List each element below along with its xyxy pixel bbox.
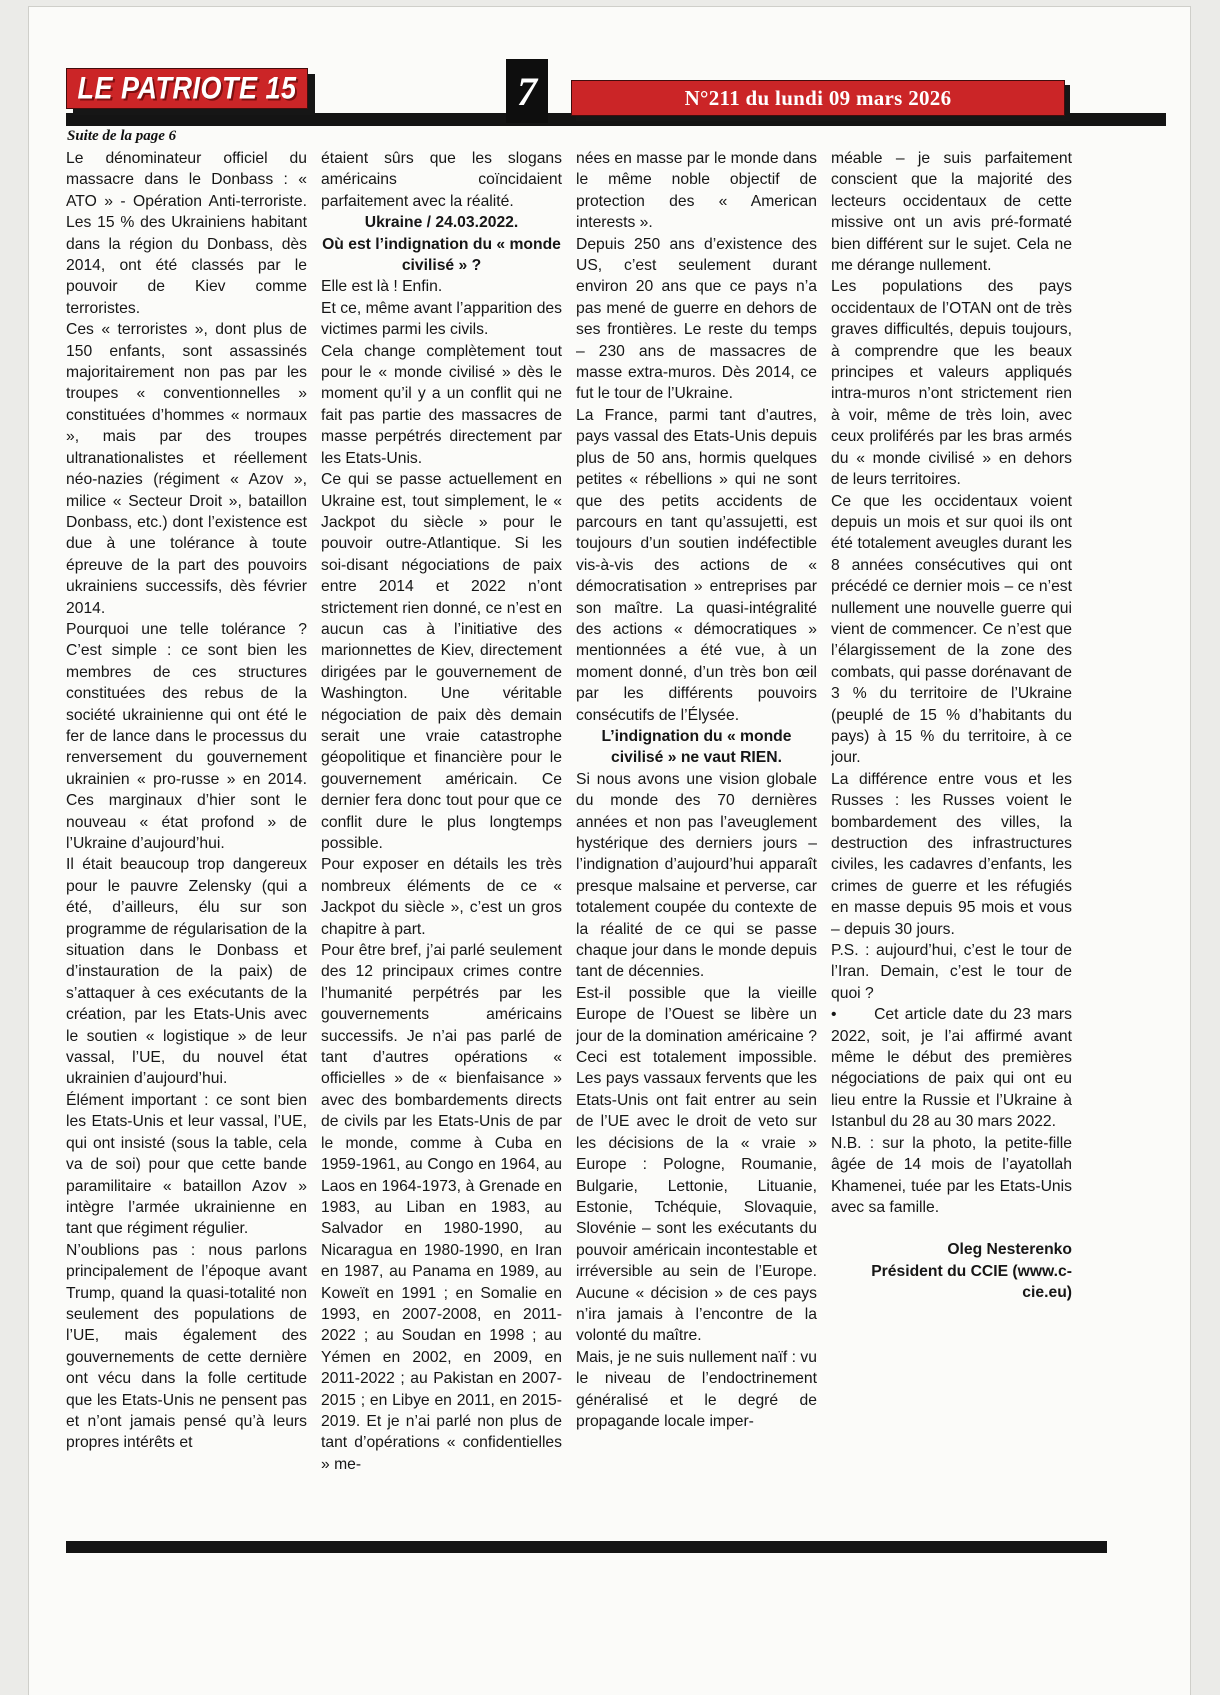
signature-title: Président du CCIE (www.c-cie.eu) [871, 1262, 1072, 1302]
paragraph: Ce que les occidentaux voient depuis un mois et sur quoi ils ont été totalement aveugles durant les 8 années consécutives qui ont précédé ce dernier mois – ce n’est nullement une nouvelle guerre qui vient de commencer. Ce n’est que l’élargissement de la zone des combats, qui passe dorénavant de 3 % du territoire de l’Ukraine (peuplé de 15 % d’habitants du pays) à 15 % du territoire, à ce jour. [831, 492, 1072, 767]
paragraph: La France, parmi tant d’autres, pays vassal des Etats-Unis depuis plus de 50 ans, hormis quelques petites « rébellions » qui ne sont que des petits accidents de parcours en tant qu’assujetti, est toujours d’un soutien indéfectible vis-à-vis des actions de « démocratisation » entreprises par son maître. La quasi-intégralité des actions « démocratiques » mentionnées a été vue, à un moment donné, d’un très bon œil par les différents pouvoirs consécutifs de l’Élysée. [576, 406, 817, 724]
section-heading: L’indignation du « monde civilisé » ne vaut RIEN. [601, 727, 792, 767]
masthead-banner [66, 68, 308, 109]
signature-name: Oleg Nesterenko [947, 1241, 1072, 1259]
paragraph: Les populations des pays occidentaux de l’OTAN ont de très graves difficultés, depuis toujours, à comprendre que les beaux principes et valeurs appliqués intra-muros n’ont strictement rien à voir, même de très loin, avec ceux proliférés par les bras armés du « monde civilisé » en dehors de leurs territoires. [831, 278, 1072, 489]
issue-label: N°211 du lundi 09 mars 2026 [684, 85, 952, 110]
paragraph: Cela change complètement tout pour le « monde civilisé » dès le moment qu’il y a un conflit qui ne fait pas partie des massacres de masse perpétrés directement par les Etats-Unis. [321, 342, 562, 467]
article-column-4 [831, 148, 1072, 1540]
article-column-3 [576, 148, 817, 1540]
paragraph: étaient sûrs que les slogans américains coïncidaient parfaitement avec la réalité. [321, 150, 562, 210]
paragraph: Pourquoi une telle tolérance ? C’est simple : ce sont bien les membres de ces structures constituées des rebus de la société ukrainienne qui ont été le fer de lance dans le processus du renversement du gouvernement ukrainien « pro-russe » en 2014. Ces marginaux d’hier sont le nouveau « état profond » de l’Ukraine d’aujourd’hui. [66, 620, 307, 852]
paragraph: Le dénominateur officiel du massacre dans le Donbass : « ATO » - Opération Anti-terroriste. Les 15 % des Ukrainiens habitant dans la région du Donbass, dès 2014, ont été classés par le pouvoir de Kiev comme terroristes. [66, 150, 307, 317]
paragraph: N’oublions pas : nous parlons principalement de l’époque avant Trump, quand la quasi-totalité non seulement des populations de l’UE, mais également des gouvernements de cette dernière ont vécu dans la folle certitude que les Etats-Unis ne pensent pas et n’ont jamais pensé qu’à leurs propres intérêts et [66, 1241, 307, 1452]
paragraph: Pour être bref, j’ai parlé seulement des 12 principaux crimes contre l’humanité perpétrés par les gouvernements américains successifs. Je n’ai pas parlé de tant d’autres opérations « officielles » de « bienfaisance » avec des bombardements directs de civils par les Etats-Unis de par le monde, comme à Cuba en 1959-1961, au Congo en 1964, au Laos en 1964-1973, à Grenade en 1983, au Liban en 1983, au Salvador en 1980-1990, au Nicaragua en 1980-1990, en Iran en 1987, au Panama en 1989, au Koweït en 1991 ; en Somalie en 1993, en 2007-2008, en 2011-2022 ; au Soudan en 1998 ; au Yémen en 2002, en 2009, en 2011-2022 ; au Pakistan en 2007-2015 ; en Libye en 2011, en 2015-2019. Et je n’ai parlé non plus de tant d’opérations « confidentielles » me- [321, 942, 562, 1473]
paragraph: La différence entre vous et les Russes : les Russes voient le bombardement des villes, la destruction des infrastructures civiles, les cadavres d’enfants, les crimes de guerre et les réfugiés en masse depuis 95 mois et vous – depuis 30 jours. [831, 770, 1072, 938]
section-heading: Où est l’indignation du « monde civilisé » ? [322, 235, 561, 275]
paragraph: Ces « terroristes », dont plus de 150 enfants, sont assassinés majoritairement non pas par les troupes « conventionnelles » constituées d’hommes « normaux », mais par des troupes ultranationalistes et réellement néo-nazies (régiment « Azov », milice « Secteur Droit », bataillon Donbass, etc.) dont l’existence est due à une tolérance à toute épreuve de la part des pouvoirs ukrainiens successifs, dès février 2014. [66, 321, 307, 617]
masthead-title: LE PATRIOTE 15 [77, 70, 297, 106]
continuation-note: Suite de la page 6 [67, 128, 177, 144]
paragraph: Mais, je ne suis nullement naïf : vu le niveau de l’endoctrinement généralisé et le degré de propagande locale imper- [576, 1348, 817, 1430]
paragraph: Si nous avons une vision globale du monde des 70 dernières années et non pas l’aveuglement hystérique des derniers jours – l’indignation d’aujourd’hui apparaît presque malsaine et perverse, car totalement coupée du contexte de la réalité de ce qui se passe chaque jour dans le monde depuis tant de décennies. [576, 770, 817, 981]
paragraph: Élément important : ce sont bien les Etats-Unis et leur vassal, l’UE, qui ont insisté (sous la table, cela va de soi) pour que cette bande paramilitaire « bataillon Azov » intègre l’armée ukrainienne en tant que régiment régulier. [66, 1091, 307, 1238]
paragraph: Et ce, même avant l’apparition des victimes parmi les civils. [321, 299, 562, 339]
paragraph: Il était beaucoup trop dangereux pour le pauvre Zelensky (qui a été, d’ailleurs, élu sur son programme de régularisation de la situation dans le Donbass et d’instauration de la paix) de s’attaquer à ces exécutants de la création, par les Etats-Unis avec le soutien « logistique » de leur vassal, l’UE, du nouvel état ukrainien d’aujourd’hui. [66, 856, 307, 1088]
paragraph: Elle est là ! Enfin. [321, 278, 443, 296]
paragraph: N.B. : sur la photo, la petite-fille âgée de 14 mois de l’ayatollah Khamenei, tuée par les Etats-Unis avec sa famille. [831, 1134, 1072, 1216]
article-column-1 [66, 148, 307, 1540]
page-number-box [506, 59, 548, 123]
article-column-2 [321, 148, 562, 1540]
page-number: 7 [517, 68, 537, 114]
paragraph: nées en masse par le monde dans le même noble objectif de protection des « American interests ». [576, 150, 817, 232]
paragraph: • Cet article date du 23 mars 2022, soit, je l’ai affirmé avant même le début des premières négociations de paix qui ont eu lieu entre la Russie et l’Ukraine à Istanbul du 28 au 30 mars 2022. [831, 1006, 1072, 1131]
paragraph: Est-il possible que la vieille Europe de l’Ouest se libère un jour de la domination américaine ? Ceci est totalement impossible. Les pays vassaux fervents que les Etats-Unis ont fait entrer au sein de l’UE avec le droit de veto sur les décisions de la « vraie » Europe : Pologne, Roumanie, Bulgarie, Lettonie, Lituanie, Estonie, Tchéquie, Slovaquie, Slovénie – sont les exécutants du pouvoir américain incontestable et irréversible au sein de l’Europe. Aucune « décision » de ces pays n’ira jamais à l’encontre de la volonté du maître. [576, 984, 817, 1345]
article-columns [66, 148, 1072, 1540]
page-sheet [28, 6, 1191, 1695]
section-heading-dateline: Ukraine / 24.03.2022. [364, 214, 519, 232]
paragraph: Ce qui se passe actuellement en Ukraine est, tout simplement, le « Jackpot du siècle » pour le pouvoir outre-Atlantique. Si les soi-disant négociations de paix entre 2014 et 2022 n’ont strictement rien donné, ce n’est en aucun cas à l’initiative des marionnettes de Kiev, directement dirigées par le gouvernement de Washington. Une véritable négociation de paix dès demain serait une vraie catastrophe géopolitique et financière pour le gouvernement américain. Ce dernier fera donc tout pour que ce conflit dure le plus longtemps possible. [321, 471, 562, 852]
signature-block [831, 1239, 1072, 1303]
issue-banner [571, 80, 1065, 116]
paragraph: Pour exposer en détails les très nombreux éléments de ce « Jackpot du siècle », c’est un gros chapitre à part. [321, 856, 562, 938]
footer-rule [66, 1541, 1107, 1553]
paragraph: P.S. : aujourd’hui, c’est le tour de l’Iran. Demain, c’est le tour de quoi ? [831, 942, 1072, 1002]
paragraph: méable – je suis parfaitement conscient que la majorité des lecteurs occidentaux de cette missive ont un avis pré-formaté bien différent sur le sujet. Cela ne me dérange nullement. [831, 150, 1072, 275]
paragraph: Depuis 250 ans d’existence des US, c’est seulement durant environ 20 ans que ce pays n’a pas mené de guerre en dehors de ses frontières. Le reste du temps – 230 ans de massacres de masse extra-muros. Dès 2014, ce fut le tour de l’Ukraine. [576, 235, 817, 403]
